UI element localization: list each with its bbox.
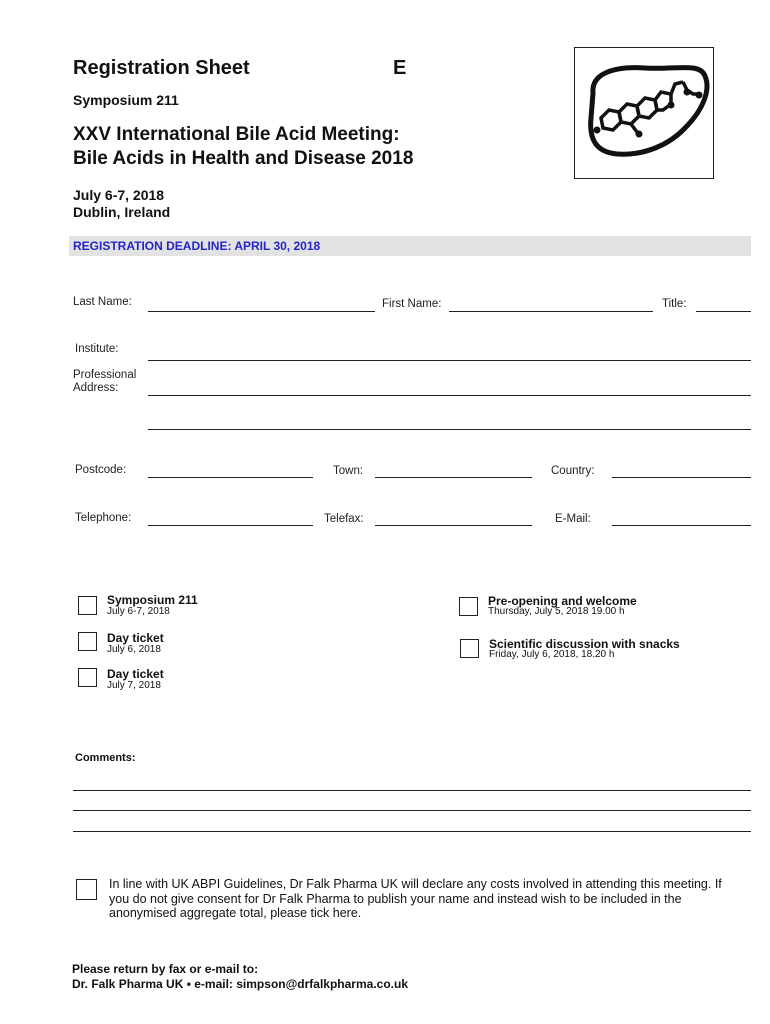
comments-line-2[interactable] [73, 810, 751, 811]
telefax-label: Telefax: [324, 513, 364, 525]
telephone-label: Telephone: [75, 512, 132, 524]
contact-email: Dr. Falk Pharma UK • e-mail: simpson@drfalkpharma.co.uk [72, 977, 408, 991]
country-field[interactable] [612, 477, 751, 478]
return-instructions: Please return by fax or e-mail to: [72, 962, 259, 976]
consent-line-2: you do not give consent for Dr Falk Pharma to publish your name and instead wish to be included in the [109, 891, 682, 906]
symposium-number: Symposium 211 [73, 92, 179, 108]
scientific-option-title: Scientific discussion with snacks [489, 637, 680, 651]
language-letter: E [393, 57, 407, 79]
institute-label: Institute: [75, 343, 119, 355]
preopening-option-title: Pre-opening and welcome [488, 594, 637, 608]
form-title: Registration Sheet [73, 57, 250, 79]
professional-label: Professional [73, 369, 137, 381]
postcode-field[interactable] [148, 477, 313, 478]
consent-checkbox[interactable] [76, 879, 97, 900]
email-label: E-Mail: [555, 513, 591, 525]
day2-checkbox[interactable] [78, 668, 97, 687]
title-label: Title: [662, 298, 687, 310]
email-field[interactable] [612, 525, 751, 526]
town-field[interactable] [375, 477, 532, 478]
preopening-checkbox[interactable] [459, 597, 478, 616]
meeting-title-line1: XXV International Bile Acid Meeting: [73, 124, 400, 145]
scientific-checkbox[interactable] [460, 639, 479, 658]
symposium-option-title: Symposium 211 [107, 593, 198, 607]
comments-label: Comments: [75, 752, 136, 764]
symposium-checkbox[interactable] [78, 596, 97, 615]
day2-option-title: Day ticket [107, 667, 164, 681]
meeting-location: Dublin, Ireland [73, 204, 171, 220]
postcode-label: Postcode: [75, 464, 127, 476]
consent-line-1: In line with UK ABPI Guidelines, Dr Falk Pharma UK will declare any costs involved in attending this meeting. If [109, 877, 722, 891]
comments-line-1[interactable] [73, 790, 751, 791]
day2-option-date: July 7, 2018 [107, 680, 161, 691]
day1-checkbox[interactable] [78, 632, 97, 651]
address-field-1[interactable] [148, 395, 751, 396]
symposium-option-date: July 6-7, 2018 [107, 606, 170, 617]
liver-molecule-icon [575, 48, 712, 177]
consent-line-3: anonymised aggregate total, please tick here. [109, 906, 362, 920]
deadline-text: REGISTRATION DEADLINE: APRIL 30, 2018 [73, 239, 321, 253]
telephone-field[interactable] [148, 525, 313, 526]
preopening-option-date: Thursday, July 5, 2018 19.00 h [488, 606, 625, 617]
telefax-field[interactable] [375, 525, 532, 526]
institute-field[interactable] [148, 360, 751, 361]
last-name-field[interactable] [148, 311, 375, 312]
liver-logo [574, 47, 714, 179]
address-label: Address: [73, 382, 119, 394]
day1-option-date: July 6, 2018 [107, 644, 161, 655]
town-label: Town: [333, 465, 364, 477]
address-field-2[interactable] [148, 429, 751, 430]
day1-option-title: Day ticket [107, 631, 164, 645]
meeting-date: July 6-7, 2018 [73, 187, 165, 203]
first-name-label: First Name: [382, 298, 442, 310]
country-label: Country: [551, 465, 595, 477]
consent-text [109, 877, 722, 921]
first-name-field[interactable] [449, 311, 653, 312]
last-name-label: Last Name: [73, 296, 132, 308]
scientific-option-date: Friday, July 6, 2018, 18.20 h [489, 649, 615, 660]
deadline-bar [69, 236, 751, 256]
comments-line-3[interactable] [73, 831, 751, 832]
meeting-title-line2: Bile Acids in Health and Disease 2018 [73, 148, 414, 169]
title-field[interactable] [696, 311, 751, 312]
